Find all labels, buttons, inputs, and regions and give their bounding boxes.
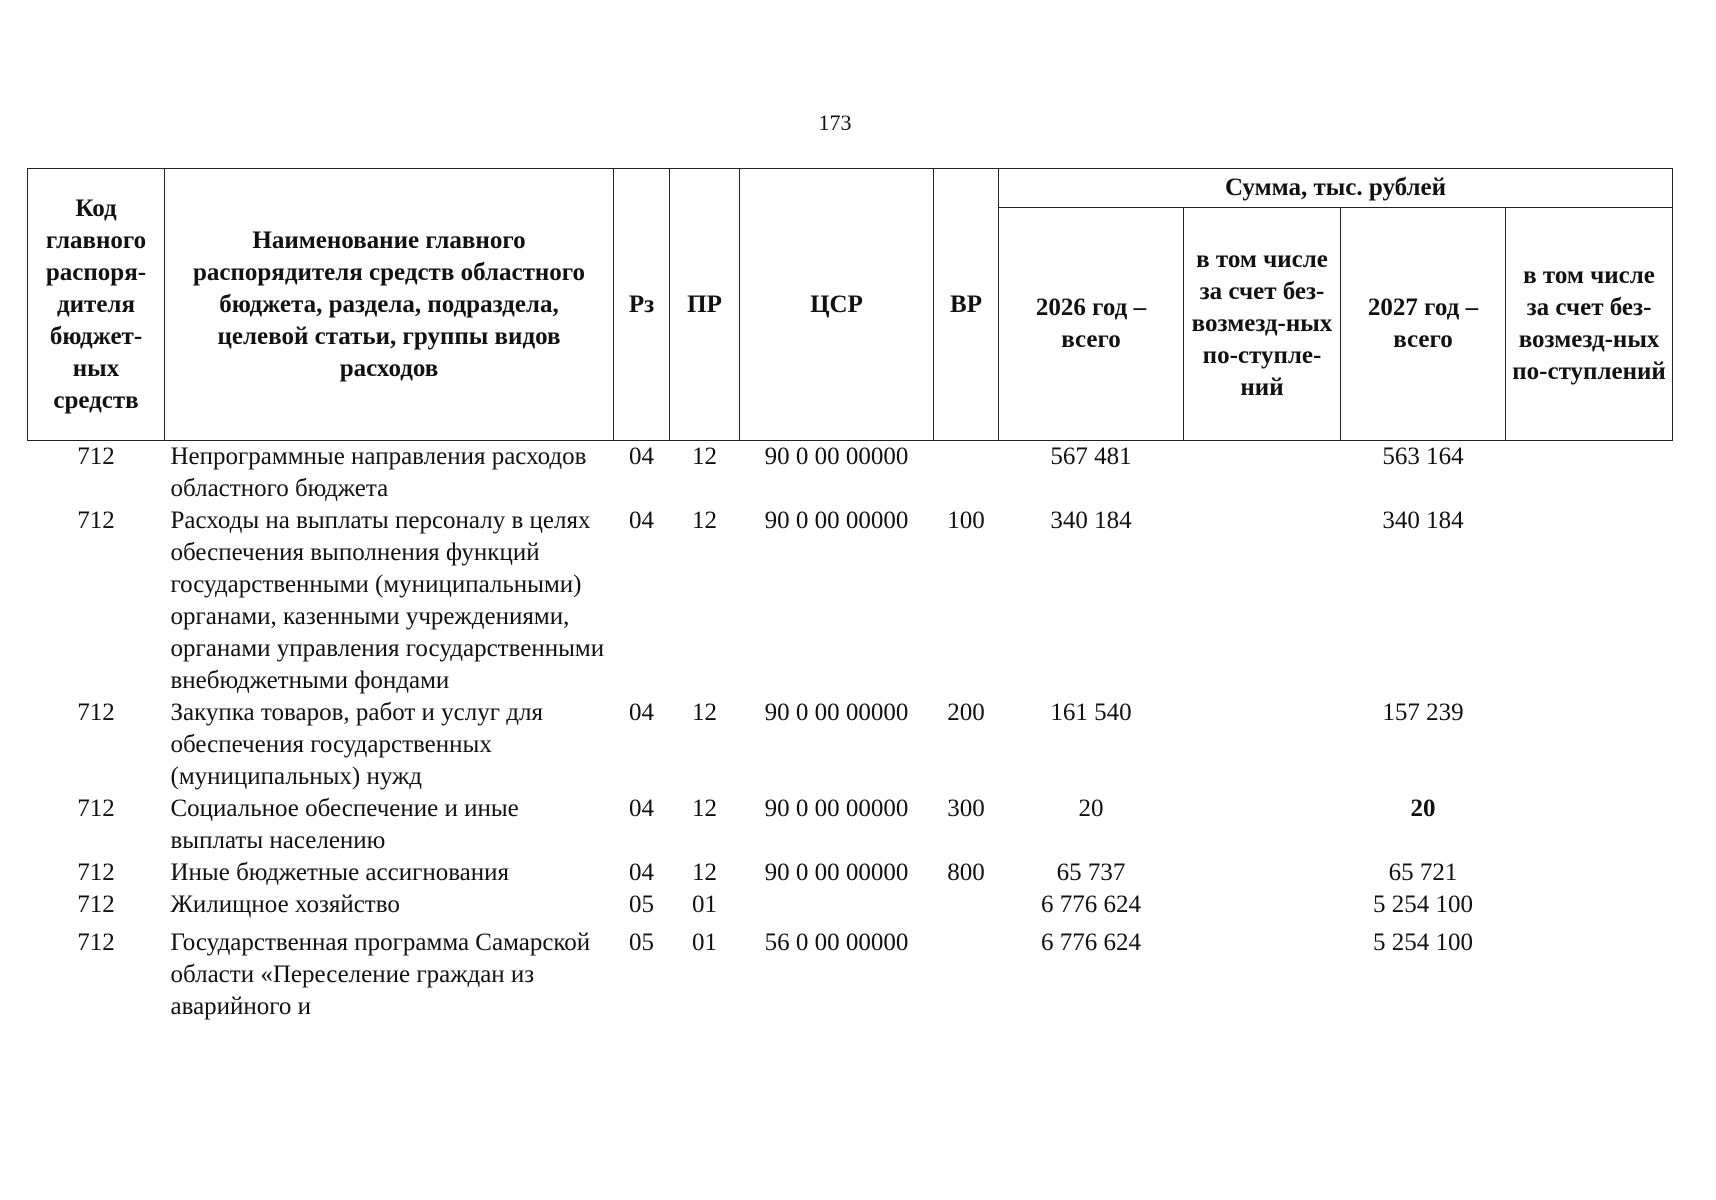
cell-code: 712 — [77, 507, 115, 534]
cell-2027-free — [1506, 857, 1673, 889]
budget-table — [27, 168, 1673, 1023]
table-body — [28, 441, 1673, 1024]
table-row — [28, 697, 1673, 793]
table-row — [28, 921, 1673, 1023]
header-2026-total: 2026 год – всего — [999, 208, 1184, 441]
cell-name: Государственная программа Самарской области «Переселение граждан из аварийного и — [170, 929, 591, 1020]
cell-rz: 04 — [629, 699, 654, 726]
cell-pr: 01 — [692, 929, 717, 956]
cell-csr: 90 0 00 00000 — [764, 699, 909, 726]
table-row — [28, 793, 1673, 857]
cell-2026-total: 340 184 — [1050, 507, 1132, 534]
table-header — [28, 169, 1673, 441]
table-row — [28, 889, 1673, 921]
cell-csr: 90 0 00 00000 — [764, 859, 909, 886]
cell-rz: 04 — [629, 859, 654, 886]
cell-2027-total: 20 — [1410, 795, 1436, 822]
cell-vr — [934, 441, 999, 506]
cell-2026-free — [1184, 857, 1341, 889]
cell-rz: 04 — [629, 443, 654, 470]
header-2027-free: в том числе за счет без-возмезд-ных по-ступлений — [1506, 208, 1673, 441]
cell-2026-free — [1184, 441, 1341, 506]
cell-2026-total: 6 776 624 — [1041, 929, 1141, 956]
cell-2027-total: 65 721 — [1388, 859, 1458, 886]
table-row — [28, 505, 1673, 697]
cell-code: 712 — [77, 443, 115, 470]
cell-name: Непрограммные направления расходов областного бюджета — [170, 443, 587, 502]
cell-2027-free — [1506, 697, 1673, 793]
cell-2026-total: 567 481 — [1050, 443, 1132, 470]
cell-rz: 05 — [629, 929, 654, 956]
cell-2027-free — [1506, 921, 1673, 1023]
header-csr: ЦСР — [740, 169, 934, 441]
header-code: Код главного распоря-дителя бюджет-ных средств — [28, 169, 165, 441]
cell-vr — [934, 889, 999, 921]
cell-2027-total: 563 164 — [1382, 443, 1464, 470]
cell-2027-total: 5 254 100 — [1373, 891, 1473, 918]
cell-rz: 05 — [629, 891, 654, 918]
cell-2026-total: 6 776 624 — [1041, 891, 1141, 918]
cell-vr: 200 — [947, 699, 985, 726]
cell-2026-free — [1184, 697, 1341, 793]
cell-name: Иные бюджетные ассигнования — [170, 859, 510, 886]
cell-name: Социальное обеспечение и иные выплаты населению — [170, 795, 519, 854]
cell-code: 712 — [77, 929, 115, 956]
cell-code: 712 — [77, 699, 115, 726]
cell-code: 712 — [77, 859, 115, 886]
header-vr: ВР — [934, 169, 999, 441]
cell-pr: 12 — [692, 795, 717, 822]
cell-2026-free — [1184, 793, 1341, 857]
header-rz: Рз — [614, 169, 670, 441]
cell-2027-total: 340 184 — [1382, 507, 1464, 534]
cell-2026-free — [1184, 921, 1341, 1023]
table-row — [28, 857, 1673, 889]
cell-code: 712 — [77, 795, 115, 822]
cell-2027-total: 5 254 100 — [1373, 929, 1473, 956]
cell-rz: 04 — [629, 507, 654, 534]
cell-csr: 90 0 00 00000 — [764, 507, 909, 534]
cell-pr: 01 — [692, 891, 717, 918]
cell-2026-free — [1184, 889, 1341, 921]
page-number: 173 — [818, 110, 852, 135]
cell-csr: 90 0 00 00000 — [764, 443, 909, 470]
cell-vr: 800 — [947, 859, 985, 886]
cell-csr — [740, 889, 934, 921]
cell-2026-total: 65 737 — [1056, 859, 1126, 886]
cell-name: Жилищное хозяйство — [170, 891, 400, 918]
cell-pr: 12 — [692, 443, 717, 470]
cell-csr: 90 0 00 00000 — [764, 795, 909, 822]
cell-2027-free — [1506, 505, 1673, 697]
cell-2026-total: 161 540 — [1050, 699, 1132, 726]
cell-rz: 04 — [629, 795, 654, 822]
cell-2027-free — [1506, 889, 1673, 921]
cell-2027-free — [1506, 441, 1673, 506]
cell-pr: 12 — [692, 859, 717, 886]
cell-name: Закупка товаров, работ и услуг для обеспечения государственных (муниципальных) нужд — [170, 699, 543, 790]
cell-2027-total: 157 239 — [1382, 699, 1464, 726]
header-sum: Сумма, тыс. рублей — [999, 169, 1673, 208]
cell-2027-free — [1506, 793, 1673, 857]
header-2027-total: 2027 год – всего — [1341, 208, 1506, 441]
cell-pr: 12 — [692, 699, 717, 726]
cell-pr: 12 — [692, 507, 717, 534]
cell-name: Расходы на выплаты персоналу в целях обеспечения выполнения функций государственными (муниципальными) органами, казенными учреждениями, органами управления государственными внебюджетными фондами — [170, 507, 605, 694]
cell-vr: 100 — [947, 507, 985, 534]
header-name: Наименование главного распорядителя средств областного бюджета, раздела, подраздела, целевой статьи, группы видов расходов — [165, 169, 614, 441]
cell-2026-total: 20 — [1078, 795, 1104, 822]
header-pr: ПР — [670, 169, 740, 441]
cell-vr — [934, 921, 999, 1023]
cell-2026-free — [1184, 505, 1341, 697]
cell-csr: 56 0 00 00000 — [764, 929, 909, 956]
header-2026-free: в том числе за счет без-возмезд-ных по-ступле-ний — [1184, 208, 1341, 441]
cell-vr: 300 — [947, 795, 985, 822]
cell-code: 712 — [77, 891, 115, 918]
table-row — [28, 441, 1673, 506]
